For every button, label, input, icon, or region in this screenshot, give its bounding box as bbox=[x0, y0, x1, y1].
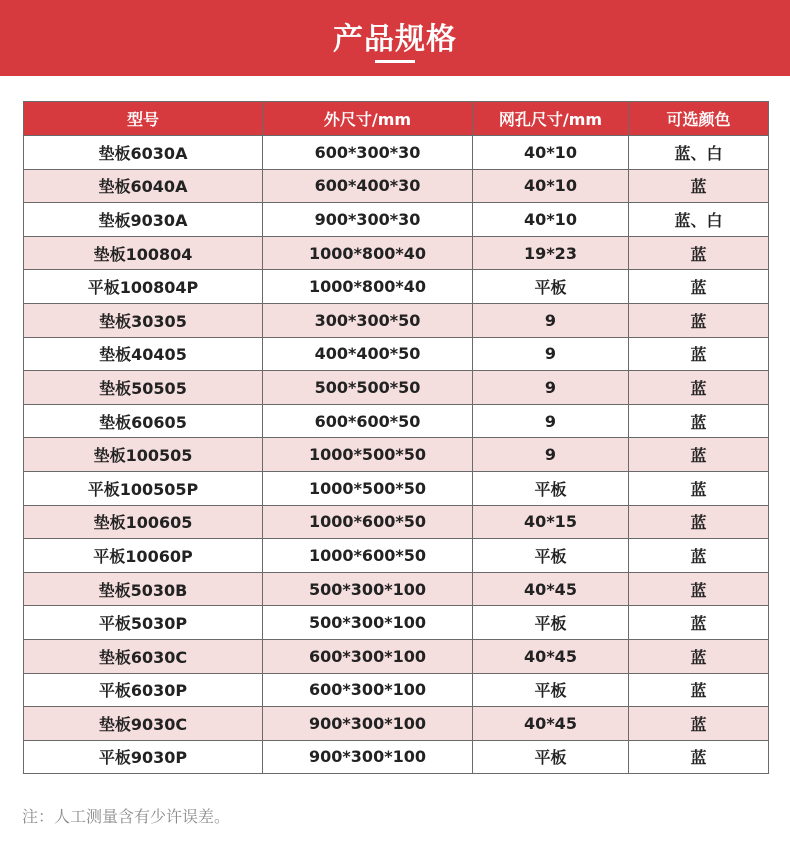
table-row bbox=[24, 404, 769, 438]
cell-model: 垫板50505 bbox=[24, 371, 263, 405]
cell-model: 垫板40405 bbox=[24, 337, 263, 371]
cell-color: 蓝 bbox=[629, 438, 769, 472]
table-row bbox=[24, 236, 769, 270]
cell-mesh-size: 9 bbox=[473, 337, 629, 371]
cell-outer-size: 300*300*50 bbox=[263, 303, 473, 337]
cell-mesh-size: 平板 bbox=[473, 740, 629, 774]
cell-mesh-size: 40*15 bbox=[473, 505, 629, 539]
cell-outer-size: 500*500*50 bbox=[263, 371, 473, 405]
cell-model: 平板6030P bbox=[24, 673, 263, 707]
cell-color: 蓝 bbox=[629, 404, 769, 438]
cell-color: 蓝 bbox=[629, 572, 769, 606]
cell-model: 平板100804P bbox=[24, 270, 263, 304]
cell-outer-size: 1000*500*50 bbox=[263, 471, 473, 505]
cell-outer-size: 600*600*50 bbox=[263, 404, 473, 438]
cell-mesh-size: 40*10 bbox=[473, 203, 629, 237]
cell-color: 蓝 bbox=[629, 505, 769, 539]
cell-model: 平板100505P bbox=[24, 471, 263, 505]
cell-mesh-size: 平板 bbox=[473, 471, 629, 505]
cell-outer-size: 500*300*100 bbox=[263, 606, 473, 640]
cell-model: 垫板6040A bbox=[24, 169, 263, 203]
cell-model: 平板5030P bbox=[24, 606, 263, 640]
cell-outer-size: 1000*600*50 bbox=[263, 505, 473, 539]
cell-outer-size: 900*300*30 bbox=[263, 203, 473, 237]
cell-mesh-size: 40*45 bbox=[473, 707, 629, 741]
table-row bbox=[24, 337, 769, 371]
cell-outer-size: 400*400*50 bbox=[263, 337, 473, 371]
cell-color: 蓝 bbox=[629, 539, 769, 573]
title-underline bbox=[375, 60, 415, 63]
cell-color: 蓝 bbox=[629, 471, 769, 505]
cell-color: 蓝 bbox=[629, 606, 769, 640]
cell-outer-size: 900*300*100 bbox=[263, 707, 473, 741]
cell-mesh-size: 9 bbox=[473, 303, 629, 337]
cell-model: 垫板100605 bbox=[24, 505, 263, 539]
cell-mesh-size: 19*23 bbox=[473, 236, 629, 270]
cell-mesh-size: 平板 bbox=[473, 270, 629, 304]
cell-color: 蓝 bbox=[629, 303, 769, 337]
header-banner bbox=[0, 0, 790, 76]
table-row bbox=[24, 303, 769, 337]
cell-outer-size: 1000*500*50 bbox=[263, 438, 473, 472]
table-row bbox=[24, 707, 769, 741]
table-row bbox=[24, 606, 769, 640]
cell-color: 蓝、白 bbox=[629, 203, 769, 237]
cell-outer-size: 600*300*30 bbox=[263, 136, 473, 170]
cell-model: 垫板30305 bbox=[24, 303, 263, 337]
column-header-color: 可选颜色 bbox=[629, 102, 769, 136]
table-row bbox=[24, 136, 769, 170]
cell-mesh-size: 40*10 bbox=[473, 169, 629, 203]
cell-model: 垫板6030A bbox=[24, 136, 263, 170]
cell-model: 垫板60605 bbox=[24, 404, 263, 438]
cell-color: 蓝 bbox=[629, 740, 769, 774]
column-header-outer-size: 外尺寸/mm bbox=[263, 102, 473, 136]
cell-mesh-size: 9 bbox=[473, 404, 629, 438]
table-header-row bbox=[24, 102, 769, 136]
cell-model: 垫板6030C bbox=[24, 639, 263, 673]
cell-color: 蓝 bbox=[629, 169, 769, 203]
column-header-model: 型号 bbox=[24, 102, 263, 136]
table-row bbox=[24, 673, 769, 707]
table-row bbox=[24, 203, 769, 237]
cell-model: 平板10060P bbox=[24, 539, 263, 573]
table-row bbox=[24, 639, 769, 673]
cell-mesh-size: 平板 bbox=[473, 606, 629, 640]
cell-outer-size: 1000*800*40 bbox=[263, 270, 473, 304]
cell-mesh-size: 平板 bbox=[473, 539, 629, 573]
cell-mesh-size: 40*45 bbox=[473, 572, 629, 606]
cell-outer-size: 1000*800*40 bbox=[263, 236, 473, 270]
cell-mesh-size: 平板 bbox=[473, 673, 629, 707]
table-row bbox=[24, 471, 769, 505]
table-row bbox=[24, 572, 769, 606]
cell-mesh-size: 9 bbox=[473, 438, 629, 472]
table-body bbox=[24, 136, 769, 774]
cell-outer-size: 600*300*100 bbox=[263, 673, 473, 707]
cell-outer-size: 900*300*100 bbox=[263, 740, 473, 774]
table-row bbox=[24, 740, 769, 774]
cell-model: 垫板100505 bbox=[24, 438, 263, 472]
table-row bbox=[24, 438, 769, 472]
cell-outer-size: 600*400*30 bbox=[263, 169, 473, 203]
cell-color: 蓝 bbox=[629, 270, 769, 304]
footnote: 注：人工测量含有少许误差。 bbox=[22, 807, 231, 826]
cell-model: 垫板100804 bbox=[24, 236, 263, 270]
column-header-mesh-size: 网孔尺寸/mm bbox=[473, 102, 629, 136]
spec-table bbox=[23, 101, 769, 774]
table-row bbox=[24, 371, 769, 405]
cell-mesh-size: 9 bbox=[473, 371, 629, 405]
cell-color: 蓝 bbox=[629, 337, 769, 371]
cell-color: 蓝 bbox=[629, 707, 769, 741]
cell-model: 垫板5030B bbox=[24, 572, 263, 606]
table-row bbox=[24, 169, 769, 203]
cell-outer-size: 1000*600*50 bbox=[263, 539, 473, 573]
table-row bbox=[24, 270, 769, 304]
cell-color: 蓝、白 bbox=[629, 136, 769, 170]
cell-mesh-size: 40*10 bbox=[473, 136, 629, 170]
cell-color: 蓝 bbox=[629, 673, 769, 707]
cell-model: 垫板9030C bbox=[24, 707, 263, 741]
cell-mesh-size: 40*45 bbox=[473, 639, 629, 673]
cell-model: 平板9030P bbox=[24, 740, 263, 774]
cell-outer-size: 600*300*100 bbox=[263, 639, 473, 673]
cell-outer-size: 500*300*100 bbox=[263, 572, 473, 606]
cell-model: 垫板9030A bbox=[24, 203, 263, 237]
cell-color: 蓝 bbox=[629, 236, 769, 270]
table-row bbox=[24, 505, 769, 539]
cell-color: 蓝 bbox=[629, 371, 769, 405]
table-row bbox=[24, 539, 769, 573]
cell-color: 蓝 bbox=[629, 639, 769, 673]
page-title: 产品规格 bbox=[333, 22, 457, 57]
